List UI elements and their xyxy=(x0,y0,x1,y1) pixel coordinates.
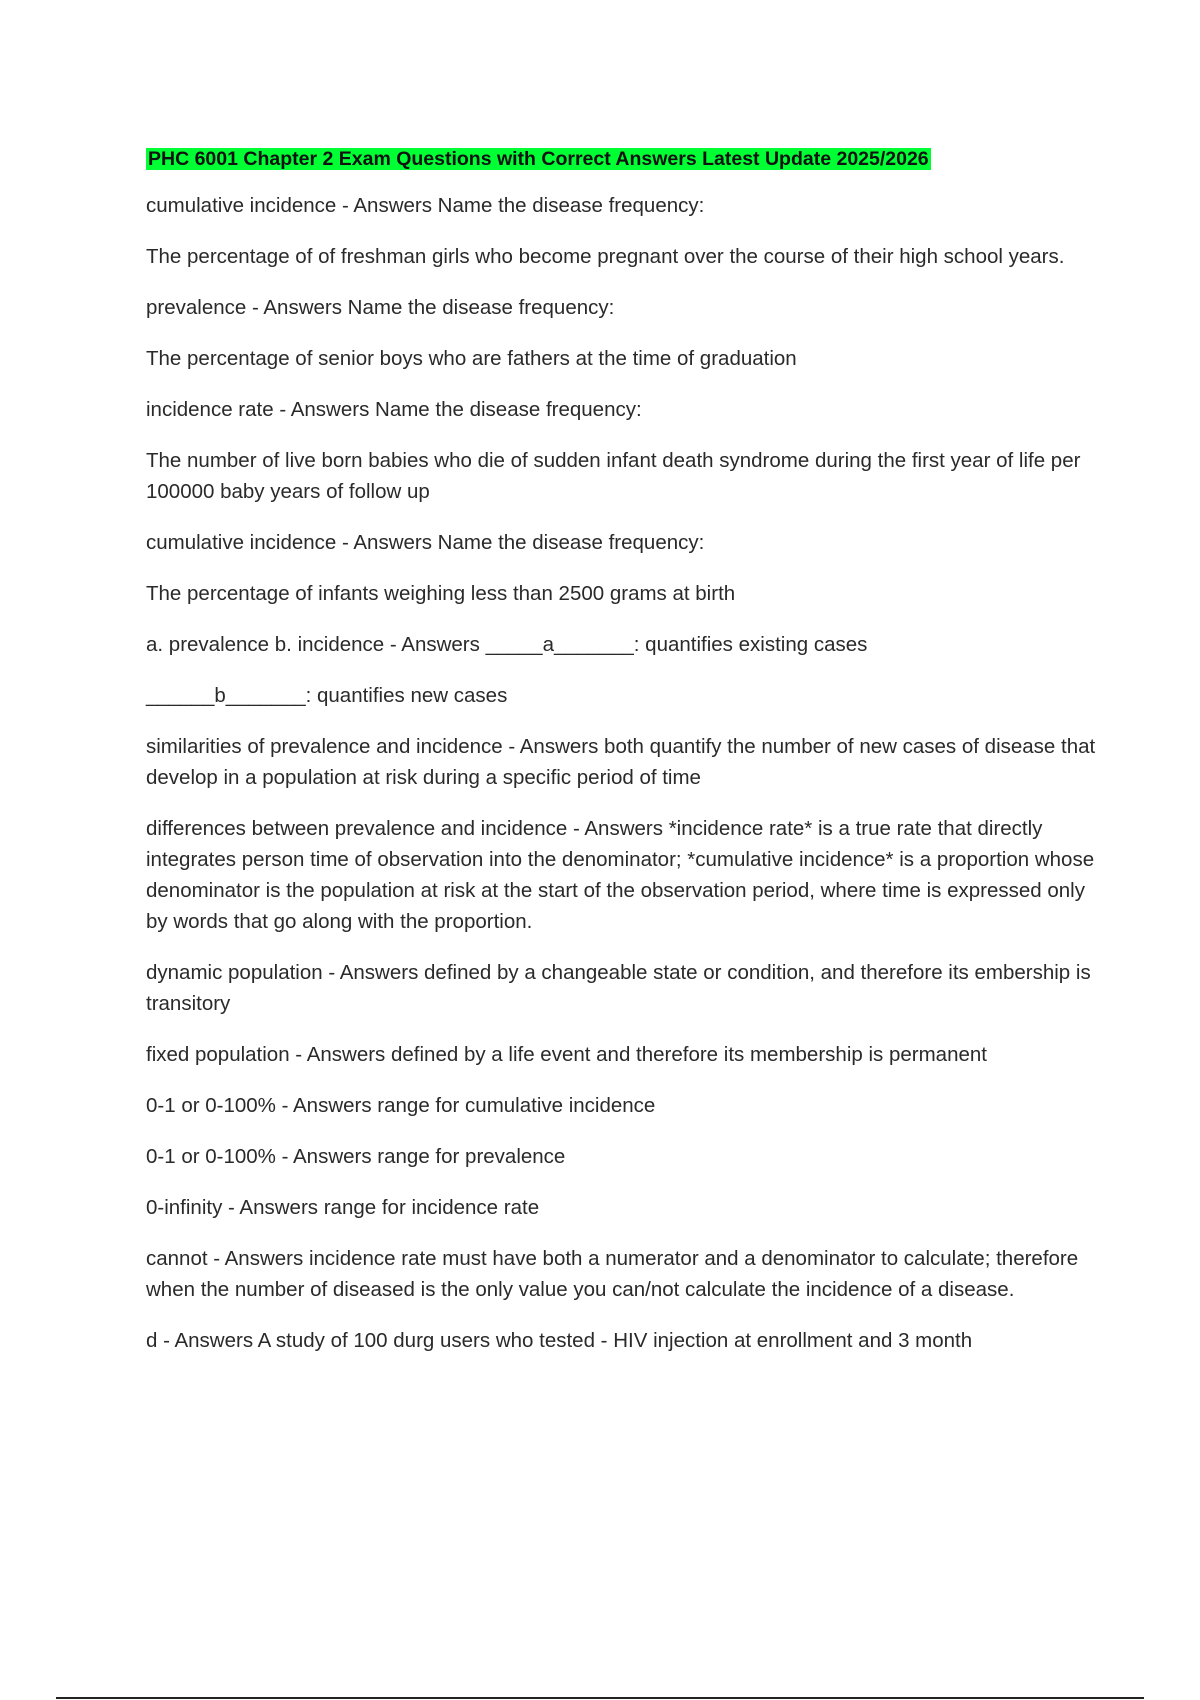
qa-paragraph: The percentage of of freshman girls who become pregnant over the course of their high school years. xyxy=(146,245,1065,268)
qa-paragraph: The number of live born babies who die of sudden infant death syndrome during the first year of life per 100000 baby years of follow up xyxy=(146,449,1081,503)
qa-paragraph: a. prevalence b. incidence - Answers _____a_______: quantifies existing cases xyxy=(146,633,868,656)
qa-paragraph: incidence rate - Answers Name the disease frequency: xyxy=(146,398,642,421)
qa-paragraph: ______b_______: quantifies new cases xyxy=(146,684,508,707)
qa-paragraph: differences between prevalence and incidence - Answers *incidence rate* is a true rate that directly integrates person time of observation into the denominator; *cumulative incidence* is a proportion whose denominator is the population at risk at the start of the observation period, where time is expressed only by words that go along with the proportion. xyxy=(146,817,1095,933)
document-title-line xyxy=(146,146,1096,172)
qa-paragraph: fixed population - Answers defined by a life event and therefore its membership is permanent xyxy=(146,1043,987,1066)
qa-paragraph: The percentage of infants weighing less than 2500 grams at birth xyxy=(146,582,736,605)
document-content xyxy=(146,146,1096,1376)
qa-paragraph: dynamic population - Answers defined by a changeable state or condition, and therefore its embership is transitory xyxy=(146,961,1091,1015)
qa-paragraph: cannot - Answers incidence rate must have both a numerator and a denominator to calculate; therefore when the number of diseased is the only value you can/not calculate the incidence of a disease. xyxy=(146,1247,1079,1301)
qa-paragraph: cumulative incidence - Answers Name the disease frequency: xyxy=(146,194,705,217)
qa-paragraph: 0-1 or 0-100% - Answers range for cumulative incidence xyxy=(146,1094,656,1117)
qa-paragraph: similarities of prevalence and incidence - Answers both quantify the number of new cases of disease that develop in a population at risk during a specific period of time xyxy=(146,735,1096,789)
qa-paragraph: cumulative incidence - Answers Name the disease frequency: xyxy=(146,531,705,554)
qa-paragraph: d - Answers A study of 100 durg users who tested - HIV injection at enrollment and 3 month xyxy=(146,1329,973,1352)
qa-paragraph: 0-1 or 0-100% - Answers range for prevalence xyxy=(146,1145,566,1168)
qa-paragraph: prevalence - Answers Name the disease frequency: xyxy=(146,296,615,319)
qa-paragraph: The percentage of senior boys who are fathers at the time of graduation xyxy=(146,347,797,370)
page-bottom-rule xyxy=(56,1697,1144,1699)
document-title: PHC 6001 Chapter 2 Exam Questions with Correct Answers Latest Update 2025/2026 xyxy=(148,148,929,170)
qa-paragraph: 0-infinity - Answers range for incidence rate xyxy=(146,1196,540,1219)
